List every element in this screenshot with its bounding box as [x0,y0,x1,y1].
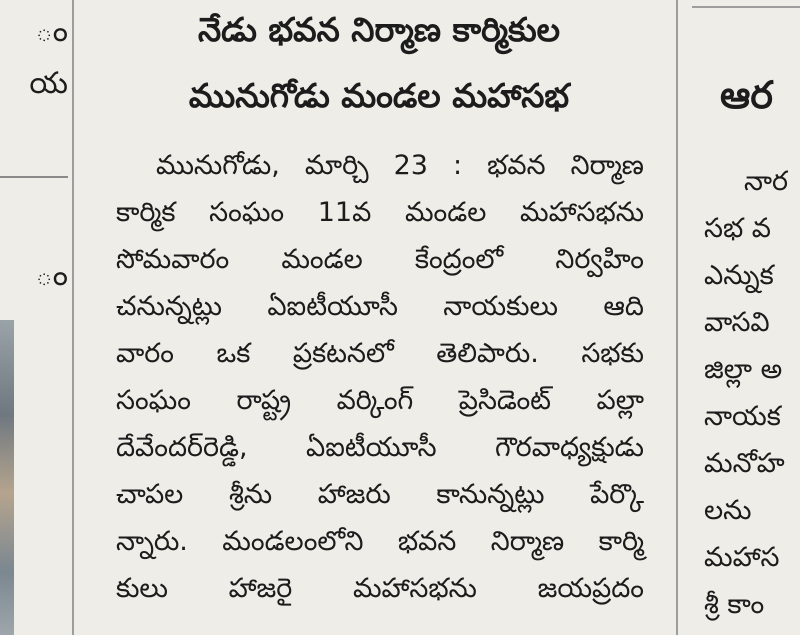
right-column-line: శ్రీ కాం [704,589,765,620]
left-column-line: ం [35,14,68,49]
article-headline-line-2: మునుగోడు మండల మహాసభ [188,76,570,115]
article-body-line: న్నారు. మండలంలోని భవన నిర్మాణ కార్మి [116,526,644,557]
right-column-line: సభ వ [704,213,771,244]
right-column-line: నార [744,166,789,197]
right-column-line: నాయక [704,401,781,432]
article-body-line: దేవేందర్‌రెడ్డి, ఏఐటీయూసీ గౌరవాధ్యక్షుడు [116,432,644,463]
article-body-line: మునుగోడు, మార్చి 23 : భవన నిర్మాణ [156,150,644,181]
right-column-line: మహాస [704,542,780,573]
left-column-line: య [29,66,68,101]
news-article [96,0,662,635]
right-column-line: మనోహ [704,448,785,479]
article-body-line: కులు హాజరై మహాసభను జయప్రదం [116,573,644,604]
article-body-line: వారం ఒక ప్రకటనలో తెలిపారు. సభకు [116,338,644,369]
left-column-line: ం [35,258,68,293]
right-column-line: లను [704,495,752,526]
left-column-photo [0,320,14,635]
right-column-rule [692,6,800,8]
right-column-line: ఎన్నుక [704,260,774,291]
article-body-line: చనున్నట్లు ఏఐటీయూసీ నాయకులు ఆది [116,291,644,322]
column-divider [72,0,74,635]
right-column-line: వాసవి [704,307,770,338]
article-body-line: చాపల శ్రీను హాజరు కానున్నట్లు పేర్కొ [116,479,644,510]
right-column-headline: ఆర [720,73,773,117]
right-adjacent-column [686,0,800,635]
article-body-line: సంఘం రాష్ట్ర వర్కింగ్ ప్రెసిడెంట్ పల్లా [116,385,644,416]
column-divider [676,0,678,635]
right-column-line: జిల్లా అ [704,354,783,385]
left-adjacent-column [0,0,72,635]
left-column-rule [0,176,68,178]
article-headline-line-1: నేడు భవన నిర్మాణ కార్మికుల [197,10,561,49]
article-body-line: సోమవారం మండల కేంద్రంలో నిర్వహిం [116,244,644,275]
article-body-line: కార్మిక సంఘం 11వ మండల మహాసభను [116,197,644,228]
